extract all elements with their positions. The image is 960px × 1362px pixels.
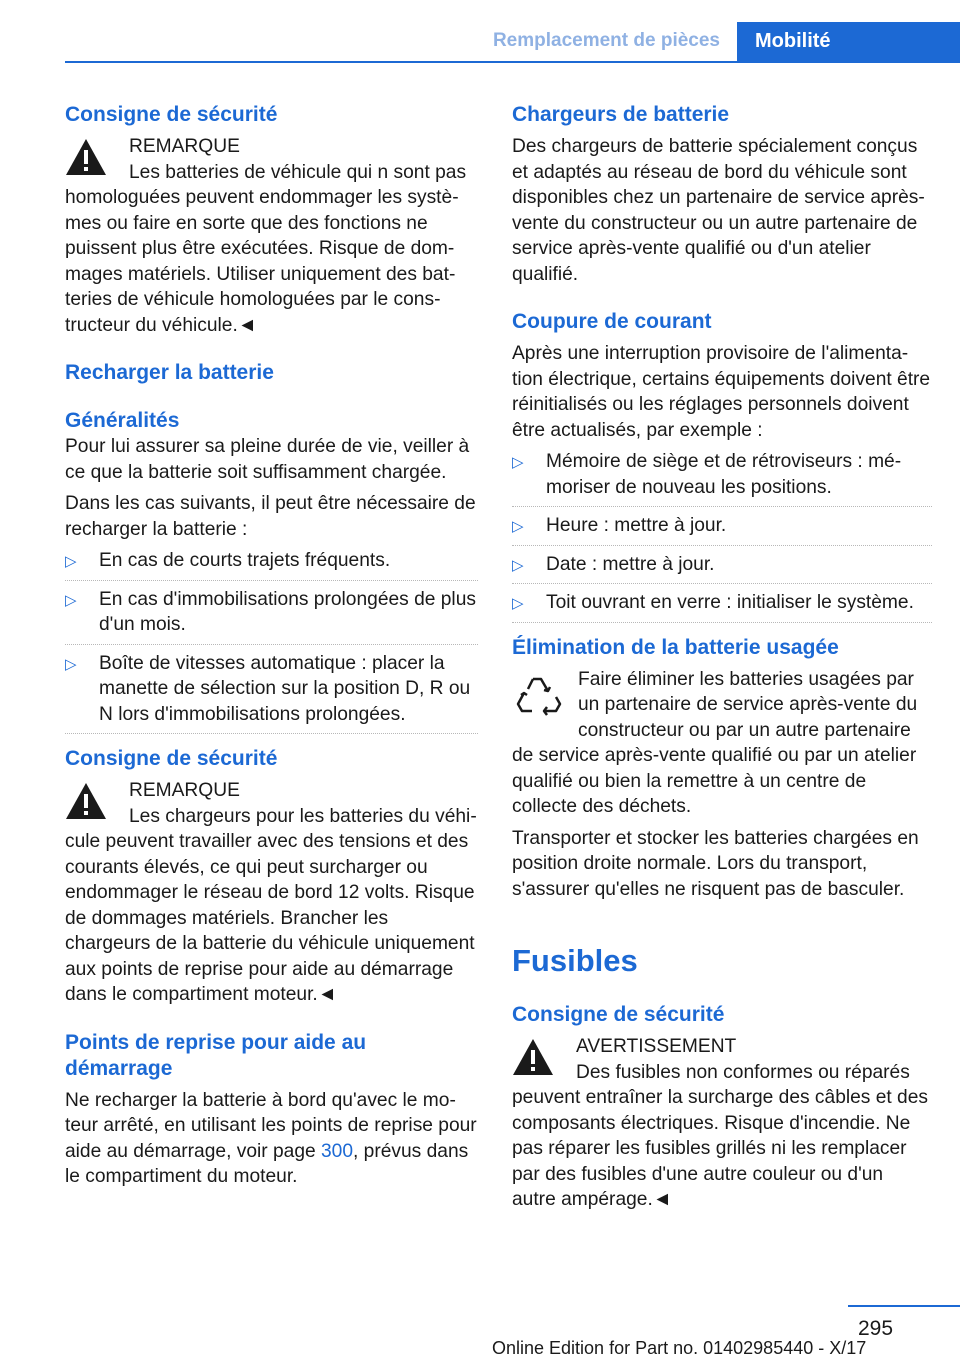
chargers-text: Des chargeurs de batterie spécialement conçus et adaptés au réseau de bord du véhicule sont disponibles chez un partenaire de service après-vente du constructeur ou un autre partenaire de service après-vente qualifié ou d'un atelier qualifié. — [512, 136, 925, 285]
warning-triangle-icon — [512, 1038, 554, 1076]
list-item: ▷ En cas d'immobilisations prolongées de plus d'un mois. — [65, 587, 478, 645]
reset-items-list — [512, 449, 932, 623]
warning-text-3: Des fusibles non conformes ou réparés peuvent entraîner la surcharge des câbles et des composants électriques. Risque d'incendie. Ne pas réparer les fusibles grillés ni les remplacer par des fusibles d'une autre couleur ou d'un autre ampérage.◄ — [512, 1061, 928, 1210]
header-rule — [65, 61, 960, 63]
warning-note-3 — [512, 1034, 932, 1213]
triangle-bullet-icon: ▷ — [65, 553, 77, 570]
power-cut-text: Après une interruption provisoire de l'alimentation électrique, certains équipements doivent être réinitialisés ou les réglages personnels doivent être actualisés, par exemple : — [512, 343, 931, 441]
warning-label-1: REMARQUE — [129, 136, 240, 157]
list-item: ▷ Mémoire de siège et de rétroviseurs : mémoriser de nouveau les positions. — [512, 449, 932, 507]
power-cut-heading: Coupure de courant — [512, 310, 712, 333]
list-item: ▷ En cas de courts trajets fréquents. — [65, 548, 478, 581]
page-number: 295 — [858, 1317, 894, 1340]
recharge-heading: Recharger la batterie — [65, 361, 274, 384]
header-section-title: Remplacement de pièces — [492, 30, 720, 51]
triangle-bullet-icon: ▷ — [512, 454, 524, 471]
page-reference-link[interactable]: 300 — [321, 1140, 354, 1162]
edition-footer: Online Edition for Part no. 01402985440 - X/17 — [492, 1338, 867, 1358]
general-paragraph-2: Dans les cas suivants, il peut être nécessaire de recharger la batterie : — [65, 493, 476, 540]
right-column — [512, 102, 932, 1213]
header-chapter-tab — [737, 22, 960, 61]
warning-text-2: Les chargeurs pour les batteries du véhicule peuvent travailler avec des tensions et des courants élevés, ce qui peut surcharger ou endommager le réseau de bord 12 volts. Risque de dommages matériels. Brancher les chargeurs de la batterie du véhicule uniquement aux points de reprise pour aide au démarrage dans le compartiment moteur.◄ — [65, 805, 477, 1005]
safety-heading-2: Consigne de sécurité — [65, 747, 278, 770]
recycle-icon — [514, 671, 564, 721]
triangle-bullet-icon: ▷ — [512, 595, 524, 612]
list-item: ▷ Toit ouvrant en verre : initialiser le système. — [512, 590, 932, 623]
header-chapter-label: Mobilité — [755, 30, 831, 52]
triangle-bullet-icon: ▷ — [65, 655, 77, 673]
disposal-text: Faire éliminer les batteries usagées par un partenaire de service après-vente du constructeur ou par un autre partenaire de service après-vente qualifié ou par un atelier qualifié ou bien la remettre à un centre de collecte des déchets. — [512, 668, 918, 817]
fuses-heading: Fusibles — [512, 943, 638, 978]
warning-note-1 — [65, 134, 478, 338]
transport-text: Transporter et stocker les batteries chargées en position droite normale. Lors du transport, s'assurer qu'elles ne risquent pas de basculer. — [512, 827, 919, 900]
jump-start-heading: Points de reprise pour aide au démarrage — [65, 1030, 367, 1080]
triangle-bullet-icon: ▷ — [512, 518, 524, 535]
triangle-bullet-icon: ▷ — [65, 591, 77, 609]
chargers-heading: Chargeurs de batterie — [512, 103, 730, 126]
triangle-bullet-icon: ▷ — [512, 556, 524, 574]
list-item: ▷ Heure : mettre à jour. — [512, 513, 932, 546]
general-paragraph-1: Pour lui assurer sa pleine durée de vie, veiller à ce que la batterie soit suffisamment chargée. — [65, 436, 470, 483]
list-item: ▷ Date : mettre à jour. — [512, 552, 932, 585]
warning-label-2: REMARQUE — [129, 780, 240, 801]
disposal-note — [512, 667, 932, 820]
general-heading: Généralités — [65, 409, 180, 432]
warning-label-3: AVERTISSEMENT — [576, 1036, 737, 1057]
jump-start-text: Ne recharger la batterie à bord qu'avec le moteur arrêté, en utilisant les points de reprise pour aide au démarrage, voir page 300, prévus dans le compartiment du moteur. — [65, 1089, 477, 1187]
warning-text-1: Les batteries de véhicule qui n sont pas homologuées peuvent endommager les systèmes ou faire en sorte que des fonctions ne puissent plus être exécutées. Risque de dommages matériels. Utiliser uniquement des batteries de véhicule homologuées par le constructeur du véhicule.◄ — [65, 161, 467, 336]
list-item: ▷ Boîte de vitesses automatique : placer la manette de sélection sur la position D, R ou N lors d'immobilisations prolongées. — [65, 651, 478, 735]
warning-triangle-icon — [65, 138, 107, 176]
left-column — [65, 102, 478, 1190]
page-number-rule — [848, 1305, 960, 1307]
warning-note-2 — [65, 778, 478, 1008]
safety-heading-1: Consigne de sécurité — [65, 103, 278, 126]
fuses-safety-heading: Consigne de sécurité — [512, 1003, 725, 1026]
disposal-heading: Élimination de la batterie usagée — [512, 635, 839, 659]
warning-triangle-icon — [65, 782, 107, 820]
recharge-cases-list — [65, 548, 478, 734]
